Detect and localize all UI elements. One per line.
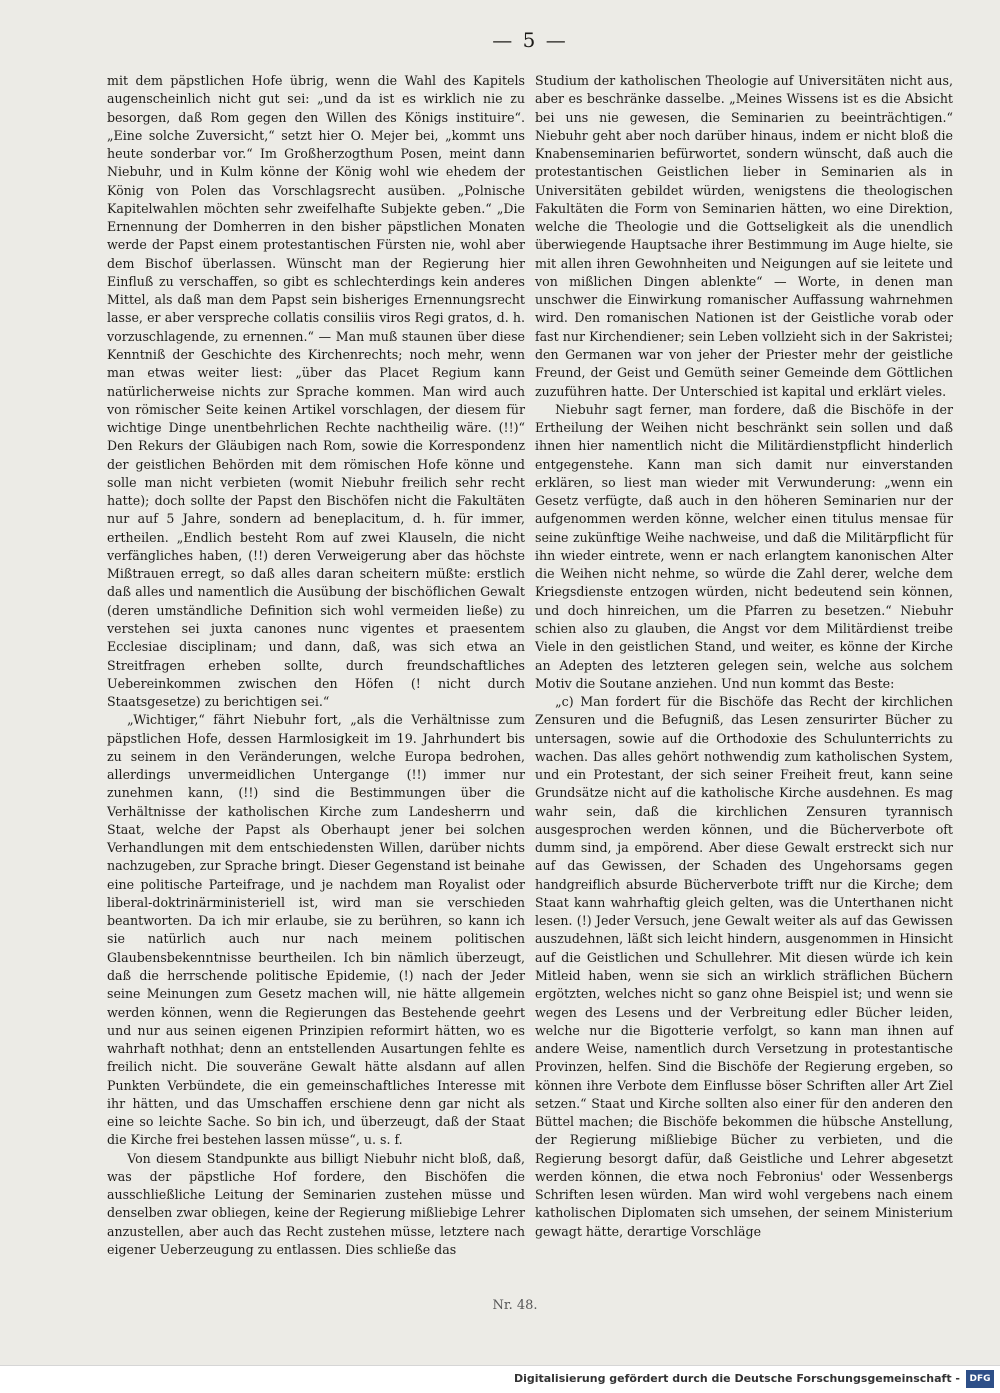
page-number: — 5 —: [492, 28, 568, 52]
funding-notice: Digitalisierung gefördert durch die Deutsche Forschungsgemeinschaft -: [513, 1372, 960, 1385]
paragraph: Von diesem Standpunkte aus billigt Niebuhr nicht bloß, daß, was der päpstliche Hof fordere, den Bischöfen die ausschließliche Leitung der Seminarien zustehen müsse und denselben zwar obliegen, keine der Regierung mißliebige Lehrer anzustellen, aber auch das Recht zustehen müsse, letztere nach eigener Ueberzeugung zu entlassen. Dies schließe das: [107, 1150, 525, 1257]
paragraph: Niebuhr sagt ferner, man fordere, daß die Bischöfe in der Ertheilung der Weihen nicht beschränkt sein sollen und daß ihnen hier namentlich nicht die Militärdienstpflicht hinderlich entgegenstehe. Kann man sich damit nur einverstanden erklären, so liest man wieder mit Verwunderung: „wenn ein Gesetz verfügte, daß auch in den höheren Seminarien nur der aufgenommen werden könne, welcher einen titulus mensae für seine zukünftige Weihe nachweise, und daß die Militärpflicht für ihn wieder eintrete, wenn er nach erlangtem kanonischen Alter die Weihen nicht nehme, so würde die Zahl derer, welche dem Kriegsdienste entzogen würden, nicht bedeutend sein können, und doch hinreichen, um die Pfarren zu besetzen.“ Niebuhr schien also zu glauben, die Angst vor dem Militärdienst treibe Viele in den geistlichen Stand, und weiter, es könne der Kirche an Adepten des letzteren gelegen sein, welche aus solchem Motiv die Soutane anziehen. Und nun kommt das Beste:: [535, 401, 953, 691]
paragraph: „Wichtiger,“ fährt Niebuhr fort, „als die Verhältnisse zum päpstlichen Hofe, dessen Harmlosigkeit im 19. Jahrhundert bis zu seinem in den Veränderungen, welche Europa bedrohen, allerdings unvermeidlichen Untergange (!!) immer nur zunehmen kann, (!!) sind die Bestimmungen über die Verhältnisse der katholischen Kirche zum Landesherrn und Staat, welche der Papst als Oberhaupt jener bei solchen Verhandlungen mit dem entschiedensten Willen, darüber nichts nachzugeben, zur Sprache bringt. Dieser Gegenstand ist beinahe eine politische Parteifrage, und je nachdem man Royalist oder liberal-doktrinärministeriell ist, wird man sie verschieden beantworten. Da ich mir erlaube, sie zu berühren, so kann ich sie natürlich auch nur nach meinem politischen Glaubensbekenntnisse beurtheilen. Ich bin nämlich überzeugt, daß die herrschende politische Epidemie, (!) nach der Jeder seine Meinungen zum Gesetz machen will, nie hätte allgemein werden können, wenn die Regierungen das Bestehende geehrt und nur aus seinen eigenen Prinzipien reformirt hätten, wo es wahrhaft nothhat; denn an entstellenden Ausartungen fehlte es freilich nicht. Die souveräne Gewalt hätte alsdann auf allen Punkten Verbündete, die ein gemeinschaftliches Interesse mit ihr hätten, und das Umschaffen erschiene denn gar nicht als eine so leichte Sache. So bin ich, und überzeugt, daß der Staat die Kirche frei bestehen lassen müsse“, u. s. f.: [107, 712, 525, 1148]
paragraph: „c) Man fordert für die Bischöfe das Recht der kirchlichen Zensuren und die Befugniß, das Lesen zensurirter Bücher zu untersagen, sowie auf die Orthodoxie des Schulunterrichts zu wachen. Das alles gehört nothwendig zum katholischen System, und ein Protestant, der sich seiner Freiheit freut, kann seine Grundsätze nicht auf die katholische Kirche ausdehnen. Es mag wahr sein, daß die kirchlichen Zensuren tyrannisch ausgesprochen werden können, und die Bücherverbote oft dumm sind, ja empörend. Aber diese Gewalt erstreckt sich nur auf das Gewissen, der Schaden des Ungehorsams gegen handgreiflich absurde Bücherverbote trifft nur die Kirche; dem Staat kann wahrhaftig gleich gelten, was die Unterthanen nicht lesen. (!) Jeder Versuch, jene Gewalt weiter als auf das Gewissen auszudehnen, läßt sich leicht hindern, ausgenommen in Hinsicht auf die Geistlichen und Schullehrer. Mit diesen würde ich kein Mitleid haben, wenn sie sich an wirklich sträflichen Büchern ergötzten, welches nicht so ganz ohne Beispiel ist; und wenn sie wegen des Lesens und der Verbreitung edler Bücher leiden, welche nur die Bigotterie verfolgt, so kann man ihnen auf andere Weise, namentlich durch Versetzung in protestantische Provinzen, helfen. Sind die Bischöfe der Regierung ergeben, so können ihre Verbote dem Einflusse böser Schriften aller Art Ziel setzen.“ Staat und Kirche sollten also einer für den anderen den Büttel machen; die Bischöfe bekommen die hübsche Anstellung, der Regierung mißliebige Bücher zu verbieten, und die Regierung besorgt dafür, daß Geistliche und Lehrer abgesetzt werden können, die etwa noch Febronius' oder Wessenbergs Schriften lesen würden. Man wird wohl vergebens nach einem katholischen Diplomaten sich umsehen, der seinem Ministerium gewagt hätte, derartige Vorschläge: [535, 694, 953, 1239]
paragraph: Studium der katholischen Theologie auf Universitäten nicht aus, aber es beschränke dasselbe. „Meines Wissens ist es die Absicht bei uns nie gewesen, die Seminarien zu beeinträchtigen.“ Niebuhr geht aber noch darüber hinaus, indem er nicht bloß die Knabenseminarien befürwortet, sondern wünscht, daß auch die protestantischen Geistlichen lieber in Seminarien als in Universitäten gebildet würden, wenigstens die theologischen Fakultäten die Form von Seminarien hätten, wo eine Direktion, welche die Theologie und die Gottseligkeit als die unendlich überwiegende Hauptsache ihrer Bestimmung im Auge hielte, sie mit allen ihren Gewohnheiten und Neigungen auf sie leitete und von mißlichen Dingen ablenkte“ — Worte, in denen man unschwer die Einwirkung romanischer Auffassung wahrnehmen wird. Den romanischen Nationen ist der Geistliche vorab oder fast nur Kirchendiener; sein Leben vollzieht sich in der Sakristei; den Germanen war von jeher der Priester mehr der geistliche Freund, der Geist und Gemüth seiner Gemeinde dem Göttlichen zuzuführen hatte. Der Unterschied ist kapital und erklärt vieles.: [535, 73, 953, 399]
paragraph: mit dem päpstlichen Hofe übrig, wenn die Wahl des Kapitels augenscheinlich nicht gut sei: „und da ist es wirklich nie zu besorgen, daß Rom gegen den Willen des Königs instituire“. „Eine solche Zuversicht,“ setzt hier O. Mejer bei, „kommt uns heute sonderbar vor.“ Im Großherzogthum Posen, meint dann Niebuhr, und in Kulm könne der König wohl wie ehedem der König von Polen das Vorschlagsrecht ausüben. „Polnische Kapitelwahlen möchten sehr zweifelhafte Subjekte geben.“ „Die Ernennung der Domherren in den bisher päpstlichen Monaten werde der Papst einem protestantischen Fürsten nie, wohl aber dem Bischof überlassen. Wünscht man der Regierung hier Einfluß zu verschaffen, so gibt es schlechterdings kein anderes Mittel, als daß man dem Papst sein bisheriges Ernennungsrecht lasse, er aber verspreche collatis consiliis viros Regi gratos, d. h. vorzuschlagende, zu ernennen.“ — Man muß staunen über diese Kenntniß der Geschichte des Kirchenrechts; noch mehr, wenn man etwas weiter liest: „über das Placet Regium kann natürlicherweise nichts zur Sprache kommen. Man wird auch von römischer Seite keinen Artikel vorschlagen, der diesem für wichtige Dinge unentbehrlichen Rechte nachtheilig wäre. (!!)“ Den Rekurs der Gläubigen nach Rom, sowie die Korrespondenz der geistlichen Behörden mit dem römischen Hofe könne und solle man nicht verbieten (womit Niebuhr freilich sehr recht hatte); doch sollte der Papst den Bischöfen nicht die Fakultäten nur auf 5 Jahre, sondern ad beneplacitum, d. h. für immer, ertheilen. „Endlich besteht Rom auf zwei Klauseln, die nicht verfängliches haben, (!!) deren Verweigerung aber das höchste Mißtrauen erregt, so daß alles daran scheitern müßte: erstlich daß alles und namentlich die Ausübung der bischöflichen Gewalt (deren umständliche Definition sich wohl vermeiden ließe) zu verstehen sei juxta canones nunc vigentes et praesentem Ecclesiae disciplinam; und dann, daß, was sich etwa an Streitfragen erheben sollte, durch freundschaftliches Uebereinkommen zwischen den Höfen (! nicht durch Staatsgesetze) zu berichtigen sei.“: [107, 73, 525, 710]
left-column: [107, 72, 525, 1259]
issue-number: Nr. 48.: [492, 1298, 538, 1313]
right-column: [535, 72, 953, 1241]
dfg-logo-icon: DFG: [966, 1370, 994, 1388]
footer-bar: [0, 1365, 1000, 1393]
